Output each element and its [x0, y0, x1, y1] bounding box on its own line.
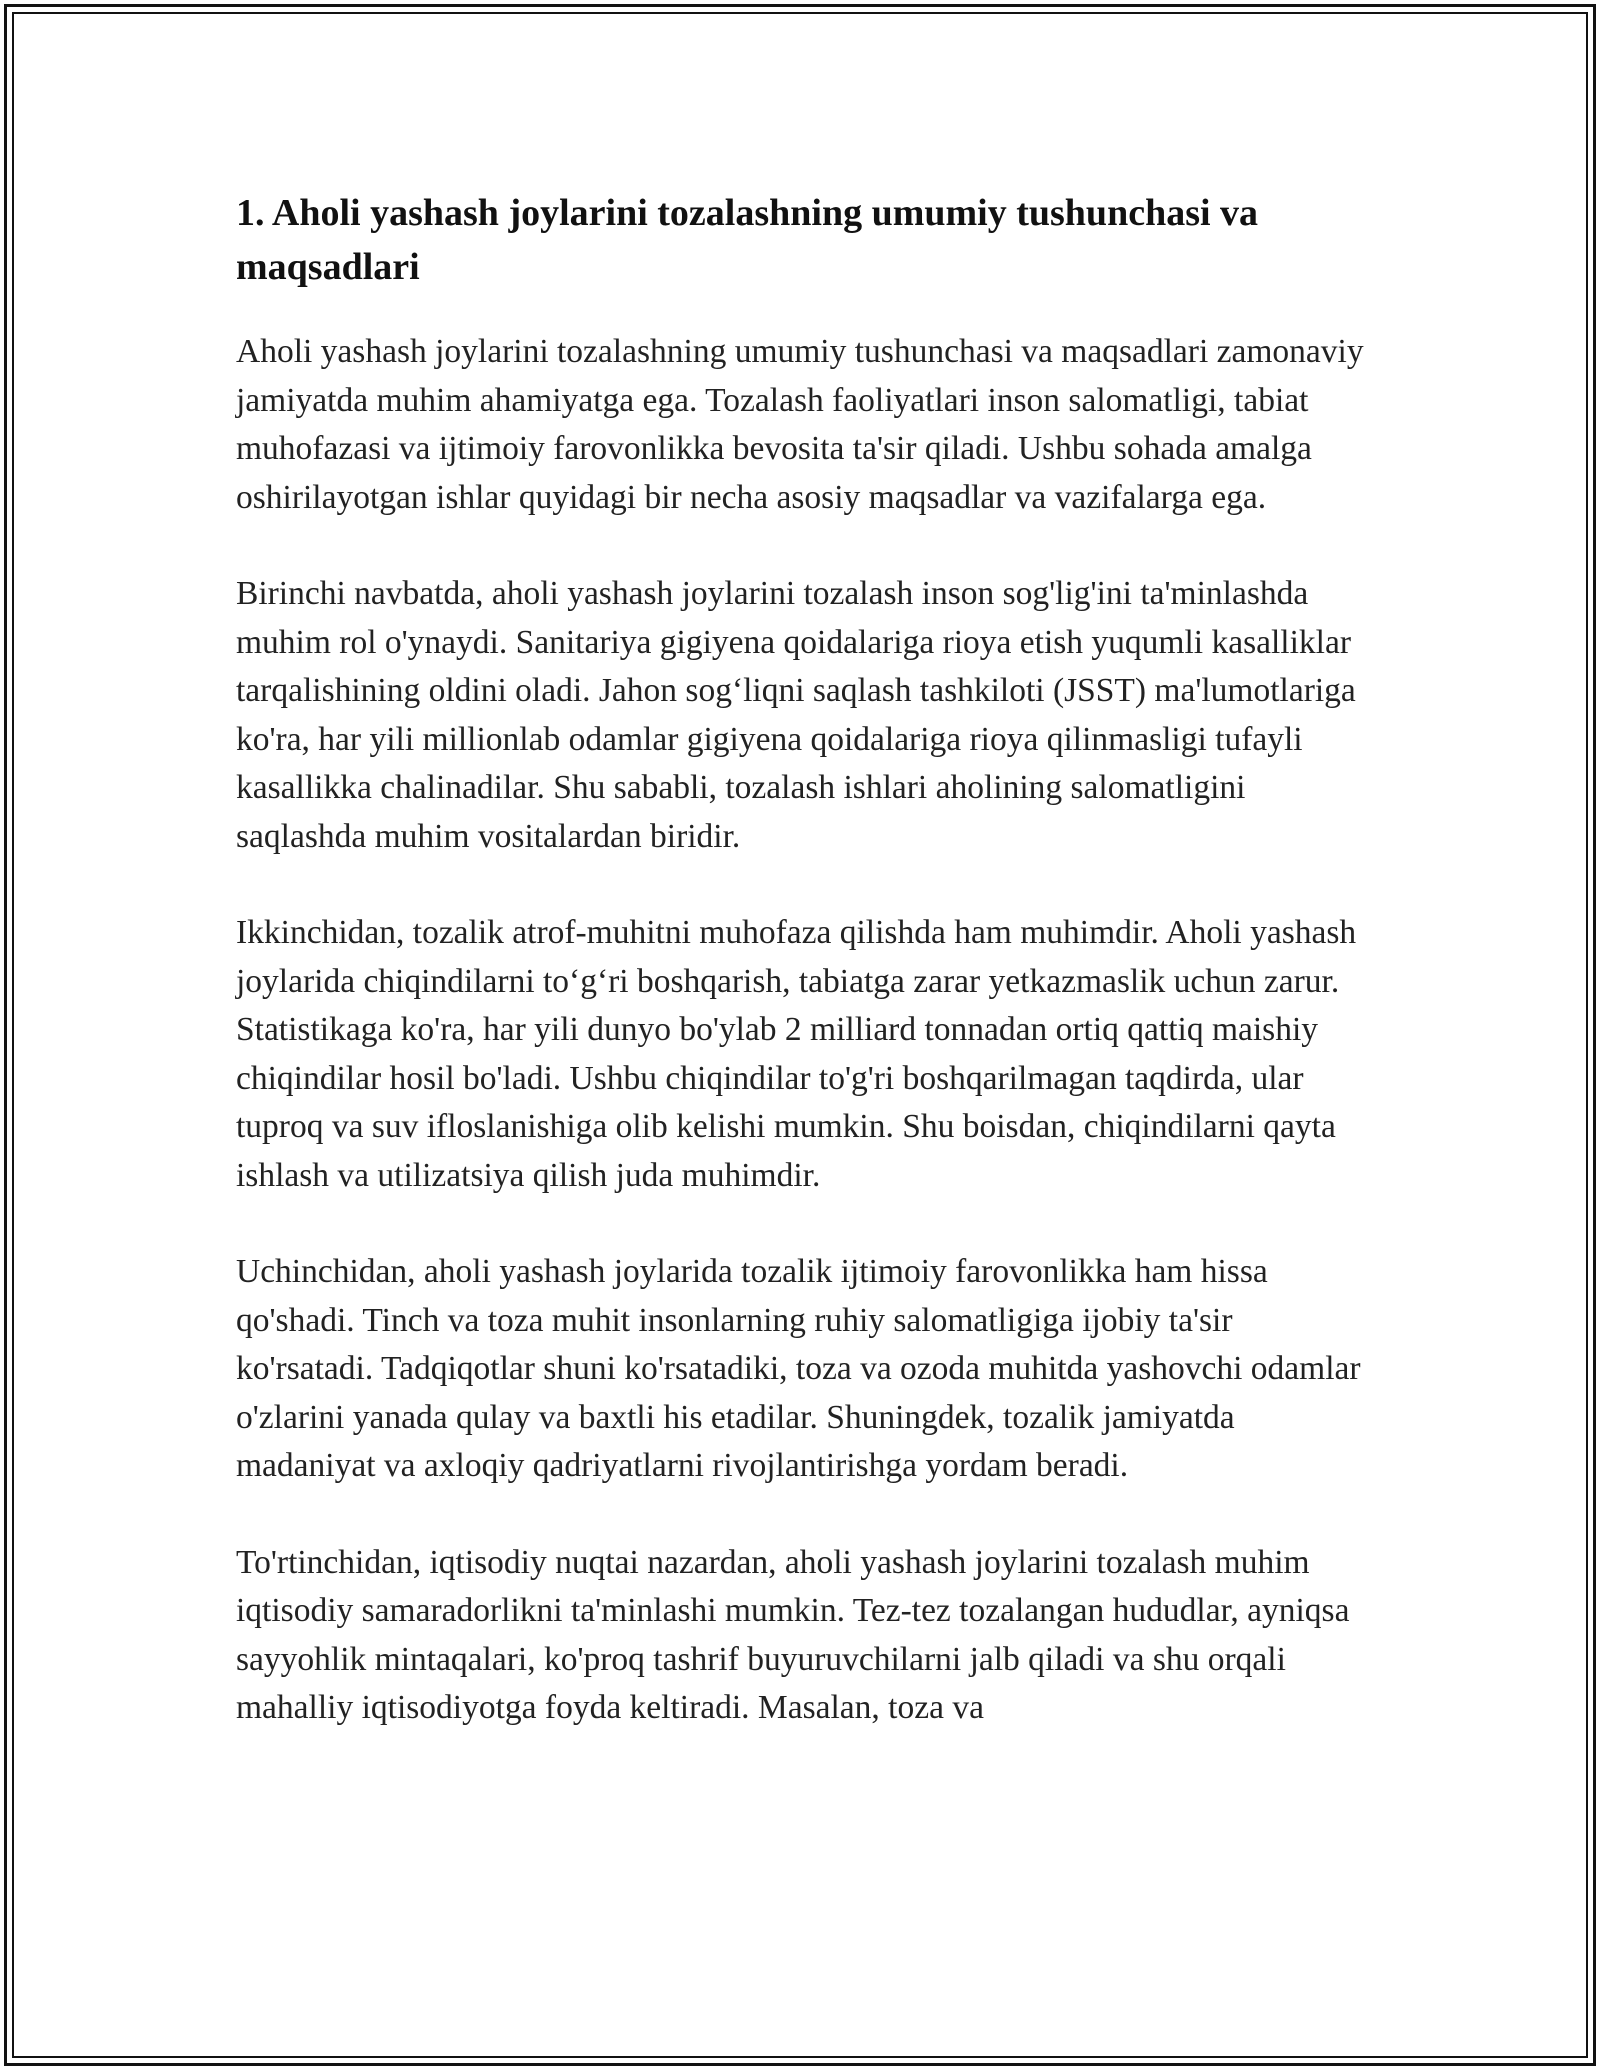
paragraph-health: Birinchi navbatda, aholi yashash joylarini tozalash inson sog'lig'ini ta'minlashda muhim rol o'ynaydi. Sanitariya gigiyena qoidalariga rioya etish yuqumli kasalliklar tarqalishining oldini oladi. Jahon sog‘liqni saqlash tashkiloti (JSST) ma'lumotlariga ko'ra, har yili millionlab odamlar gigiyena qoidalariga rioya qilinmasligi tufayli kasallikka chalinadilar. Shu sababli, tozalash ishlari aholining salomatligini saqlashda muhim vositalardan biridir.	[236, 575, 1356, 855]
document-body	[236, 186, 1374, 1781]
paragraph-environment: Ikkinchidan, tozalik atrof-muhitni muhofaza qilishda ham muhimdir. Aholi yashash joylarida chiqindilarni to‘g‘ri boshqarish, tabiatga zarar yetkazmaslik uchun zarur. Statistikaga ko'ra, har yili dunyo bo'ylab 2 milliard tonnadan ortiq qattiq maishiy chiqindilar hosil bo'ladi. Ushbu chiqindilar to'g'ri boshqarilmagan taqdirda, ular tuproq va suv ifloslanishiga olib kelishi mumkin. Shu boisdan, chiqindilarni qayta ishlash va utilizatsiya qilish juda muhimdir.	[236, 914, 1357, 1194]
paragraph-intro: Aholi yashash joylarini tozalashning umumiy tushunchasi va maqsadlari zamonaviy jamiyatda muhim ahamiyatga ega. Tozalash faoliyatlari inson salomatligi, tabiat muhofazasi va ijtimoiy farovonlikka bevosita ta'sir qiladi. Ushbu sohada amalga oshirilayotgan ishlar quyidagi bir necha asosiy maqsadlar va vazifalarga ega.	[236, 333, 1364, 516]
section-heading: 1. Aholi yashash joylarini tozalashning umumiy tushunchasi va maqsadlari	[236, 192, 1259, 288]
paragraph-economic: To'rtinchidan, iqtisodiy nuqtai nazardan, aholi yashash joylarini tozalash muhim iqtisodiy samaradorlikni ta'minlashi mumkin. Tez-tez tozalangan hududlar, ayniqsa sayyohlik mintaqalari, ko'proq tashrif buyuruvchilarni jalb qiladi va shu orqali mahalliy iqtisodiyotga foyda keltiradi. Masalan, toza va	[236, 1543, 1350, 1726]
paragraph-social: Uchinchidan, aholi yashash joylarida tozalik ijtimoiy farovonlikka ham hissa qo'shadi. Tinch va toza muhit insonlarning ruhiy salomatligiga ijobiy ta'sir ko'rsatadi. Tadqiqotlar shuni ko'rsatadiki, toza va ozoda muhitda yashovchi odamlar o'zlarini yanada qulay va baxtli his etadilar. Shuningdek, tozalik jamiyatda madaniyat va axloqiy qadriyatlarni rivojlantirishga yordam beradi.	[236, 1253, 1361, 1484]
